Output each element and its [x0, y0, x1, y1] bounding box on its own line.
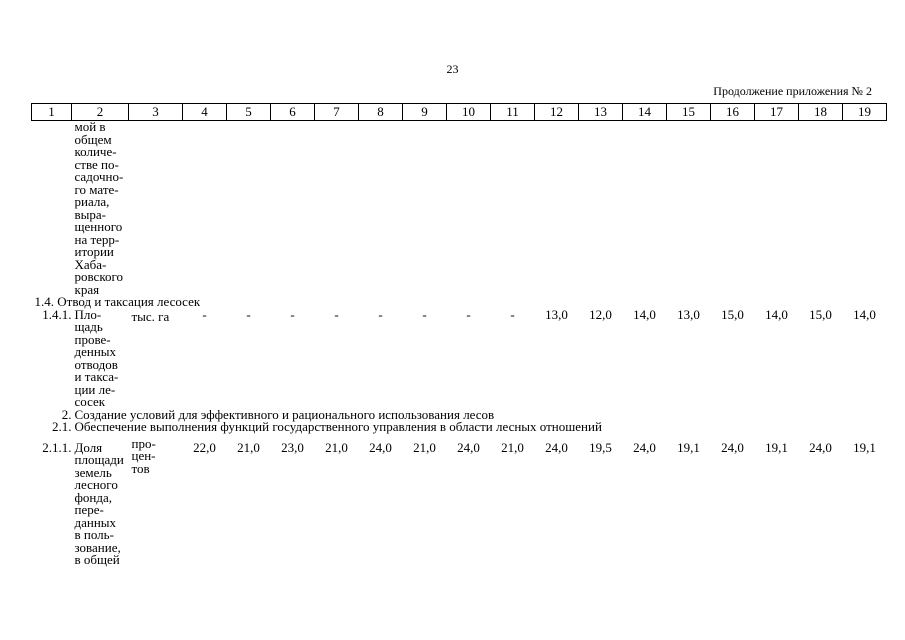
- value-cell: 19,5: [589, 439, 612, 455]
- value-cell: 19,1: [765, 439, 788, 455]
- value-cell: 24,0: [721, 439, 744, 455]
- value-cell: 14,0: [853, 306, 876, 322]
- value-cell: -: [334, 306, 339, 322]
- value-cell: 21,0: [413, 439, 436, 455]
- value-cell: 21,0: [501, 439, 524, 455]
- header-cell: 18: [799, 104, 843, 121]
- header-cell: 17: [755, 104, 799, 121]
- value-cell: 24,0: [457, 439, 480, 455]
- section-title: Создание условий для эффективного и рационального использования лесов: [74, 406, 495, 422]
- value-cell: 24,0: [809, 439, 832, 455]
- value-cell: -: [422, 306, 427, 322]
- header-cell: 12: [535, 104, 579, 121]
- value-cell: 13,0: [677, 306, 700, 322]
- value-cell: 15,0: [721, 306, 744, 322]
- value-cell: 21,0: [325, 439, 348, 455]
- value-cell: 15,0: [809, 306, 832, 322]
- unit: тыс. га: [131, 308, 170, 324]
- value-cell: 21,0: [237, 439, 260, 455]
- header-cell: 1: [32, 104, 72, 121]
- table-row: [32, 121, 887, 297]
- value-cell: 24,0: [369, 439, 392, 455]
- header-cell: 10: [447, 104, 491, 121]
- value-cell: 24,0: [633, 439, 656, 455]
- header-cell: 6: [271, 104, 315, 121]
- value-cell: 14,0: [765, 306, 788, 322]
- value-cell: -: [466, 306, 471, 322]
- row-code: 2.1.1.: [42, 439, 72, 455]
- value-cell: 14,0: [633, 306, 656, 322]
- header-cell: 19: [843, 104, 887, 121]
- section-row: [32, 296, 887, 309]
- header-cell: 5: [227, 104, 271, 121]
- value-cell: 19,1: [677, 439, 700, 455]
- indicator-description: мой в общем количе- стве по- садочно- го мате- риала, выра- щенного на терр- итории Хаба- ровского края: [74, 119, 124, 297]
- header-cell: 11: [491, 104, 535, 121]
- header-cell: 13: [579, 104, 623, 121]
- value-cell: 13,0: [545, 306, 568, 322]
- value-cell: 24,0: [545, 439, 568, 455]
- header-cell: 3: [129, 104, 183, 121]
- header-cell: 8: [359, 104, 403, 121]
- header-cell: 15: [667, 104, 711, 121]
- header-cell: 7: [315, 104, 359, 121]
- section-row: [32, 421, 887, 434]
- header-cell: 16: [711, 104, 755, 121]
- value-cell: -: [246, 306, 251, 322]
- indicator-description: Пло- щадь прове- денных отводов и такса- ции ле- сосек: [74, 306, 119, 409]
- value-cell: 19,1: [853, 439, 876, 455]
- header-cell: 14: [623, 104, 667, 121]
- section-code: 2.1.: [52, 419, 72, 434]
- value-cell: 22,0: [193, 439, 216, 455]
- appendix-table: [31, 103, 887, 567]
- table-row: [32, 436, 887, 567]
- header-cell: 9: [403, 104, 447, 121]
- page-number: 23: [446, 62, 459, 76]
- row-code: 1.4.1.: [42, 306, 72, 322]
- header-cell: 4: [183, 104, 227, 121]
- section-title: 1.4. Отвод и таксация лесосек: [34, 294, 201, 309]
- value-cell: 12,0: [589, 306, 612, 322]
- value-cell: -: [378, 306, 383, 322]
- value-cell: -: [290, 306, 295, 322]
- section-title: Обеспечение выполнения функций государственного управления в области лесных отношений: [74, 419, 602, 434]
- continuation-label: Продолжение приложения № 2: [713, 84, 872, 98]
- header-row: [32, 104, 887, 121]
- unit: про- цен- тов: [131, 435, 156, 476]
- section-code: 2.: [61, 406, 72, 422]
- value-cell: -: [510, 306, 515, 322]
- value-cell: 23,0: [281, 439, 304, 455]
- header-cell: 2: [72, 104, 129, 121]
- table-row: [32, 309, 887, 409]
- indicator-description: Доля площади земель лесного фонда, пере- данных в поль- зование, в общей: [74, 439, 124, 567]
- value-cell: -: [202, 306, 207, 322]
